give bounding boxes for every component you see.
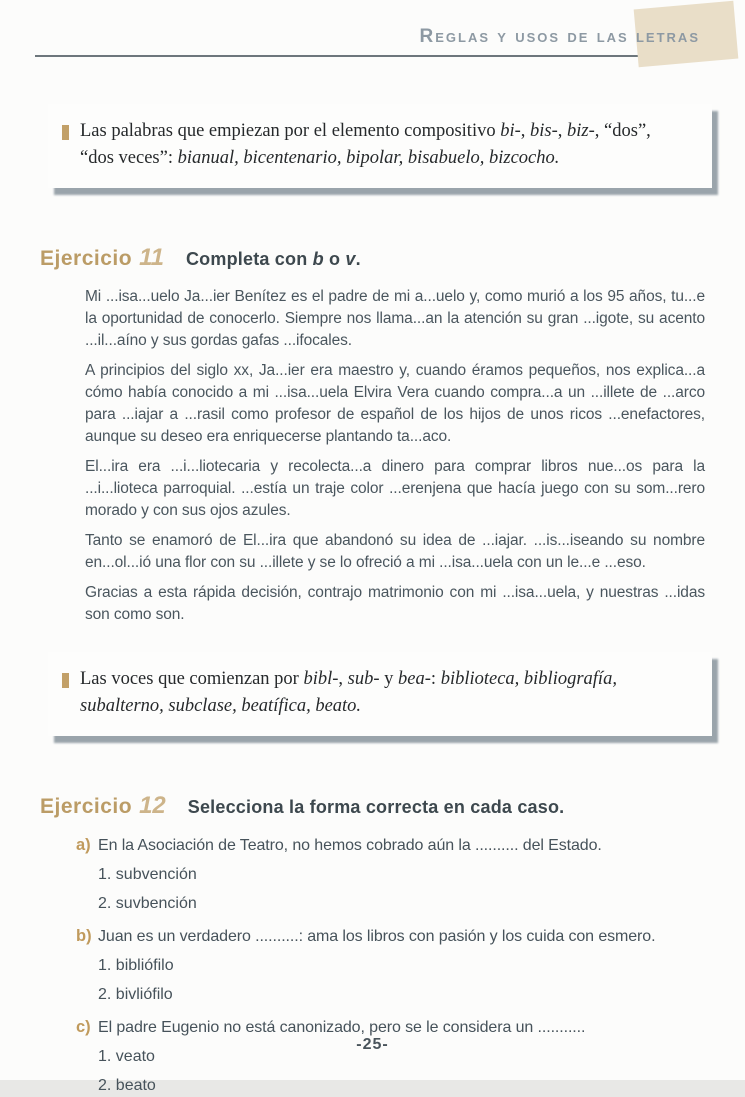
rule-bullet-icon <box>62 673 69 688</box>
exercise-12-instruction: Selecciona la forma correcta en cada caso. <box>187 797 565 817</box>
exercise-11-paragraph: Gracias a esta rápida decisión, contrajo matrimonio con mi ...isa...uela, y nuestras ...idas son como son. <box>85 584 705 623</box>
exercise-11-body <box>85 286 705 626</box>
question-letter: a) <box>76 836 91 854</box>
question-letter: b) <box>76 927 92 945</box>
answer-option: 1. bibliófilo <box>98 957 174 974</box>
rule-box-bi-prefix <box>48 104 712 188</box>
exercise-11-paragraph: Mi ...isa...uelo Ja...ier Benítez es el padre de mi a...uelo y, como murió a los 95 años, tu...e la oportunidad de conocerlo. Siempre nos llama...an la atención su gran ...igote, su acento ...il...aíno y sus gordas gafas ...ifocales. <box>85 288 705 349</box>
exercise-11-heading <box>40 244 745 272</box>
answer-option: 1. veato <box>98 1048 155 1065</box>
rule-box-bibl-sub-bea <box>48 652 712 736</box>
question-text: Juan es un verdadero ..........: ama los libros con pasión y los cuida con esmero. <box>98 928 656 945</box>
exercise-11-label: Ejercicio <box>40 247 133 270</box>
exercise-11-instruction: Completa con b o v. <box>185 249 361 269</box>
answer-option: 2. beato <box>98 1077 156 1094</box>
question-item-c <box>76 1016 715 1097</box>
chapter-running-head: Reglas y usos de las letras <box>419 26 700 47</box>
question-text: El padre Eugenio no está canonizado, pero se le considera un ........... <box>98 1019 586 1036</box>
answer-option: 2. bivliófilo <box>98 986 173 1003</box>
header-divider-line <box>35 55 711 57</box>
exercise-12-heading <box>40 792 745 820</box>
page-number: -25- <box>356 1036 389 1053</box>
page-header <box>0 0 745 72</box>
answer-option: 1. subvención <box>98 866 197 883</box>
rule-text-bi-prefix: Las palabras que empiezan por el elemento compositivo bi-, bis-, biz-, “dos”, “dos veces”: bianual, bicentenario, bipolar, bisabuelo, bizcocho. <box>80 121 651 168</box>
exercise-11-paragraph: A principios del siglo xx, Ja...ier era maestro y, cuando éramos pequeños, nos explica...a cómo había conocido a mi ...isa...uela Elvira Vera cuando compra...a un ...illete de ...arco para ...iajar a ...rasil como profesor de español de los hijos de unos ricos ...enefactores, aunque su deseo era enriquecerse plantando ta...aco. <box>85 362 705 445</box>
exercise-11-paragraph: El...ira era ...i...liotecaria y recolecta...a dinero para comprar libros nue...os para la ...i...lioteca parroquial. ...estía un traje color ...erenjena que hacía juego con su som...rero morado y con sus ojos azules. <box>85 458 705 519</box>
exercise-12-number: 12 <box>139 792 166 819</box>
question-text: En la Asociación de Teatro, no hemos cobrado aún la .......... del Estado. <box>98 837 602 854</box>
rule-bullet-icon <box>62 125 69 140</box>
exercise-12-body <box>76 834 715 1097</box>
exercise-11-number: 11 <box>139 244 164 271</box>
exercise-11-paragraph: Tanto se enamoró de El...ira que abandonó su idea de ...iajar. ...is...iseando su nombre en...ol...ió una flor con su ...illete y se lo ofreció a mi ...isa...uela con un le...e ...eso. <box>85 532 705 571</box>
page-footer <box>0 1036 745 1054</box>
question-letter: c) <box>76 1018 91 1036</box>
answer-option: 2. suvbención <box>98 895 197 912</box>
exercise-12-label: Ejercicio <box>40 795 133 818</box>
question-item-a <box>76 834 715 915</box>
question-item-b <box>76 925 715 1006</box>
rule-text-bibl-sub-bea: Las voces que comienzan por bibl-, sub- y bea-: biblioteca, bibliografía, subalterno, subclase, beatífica, beato. <box>80 669 617 716</box>
